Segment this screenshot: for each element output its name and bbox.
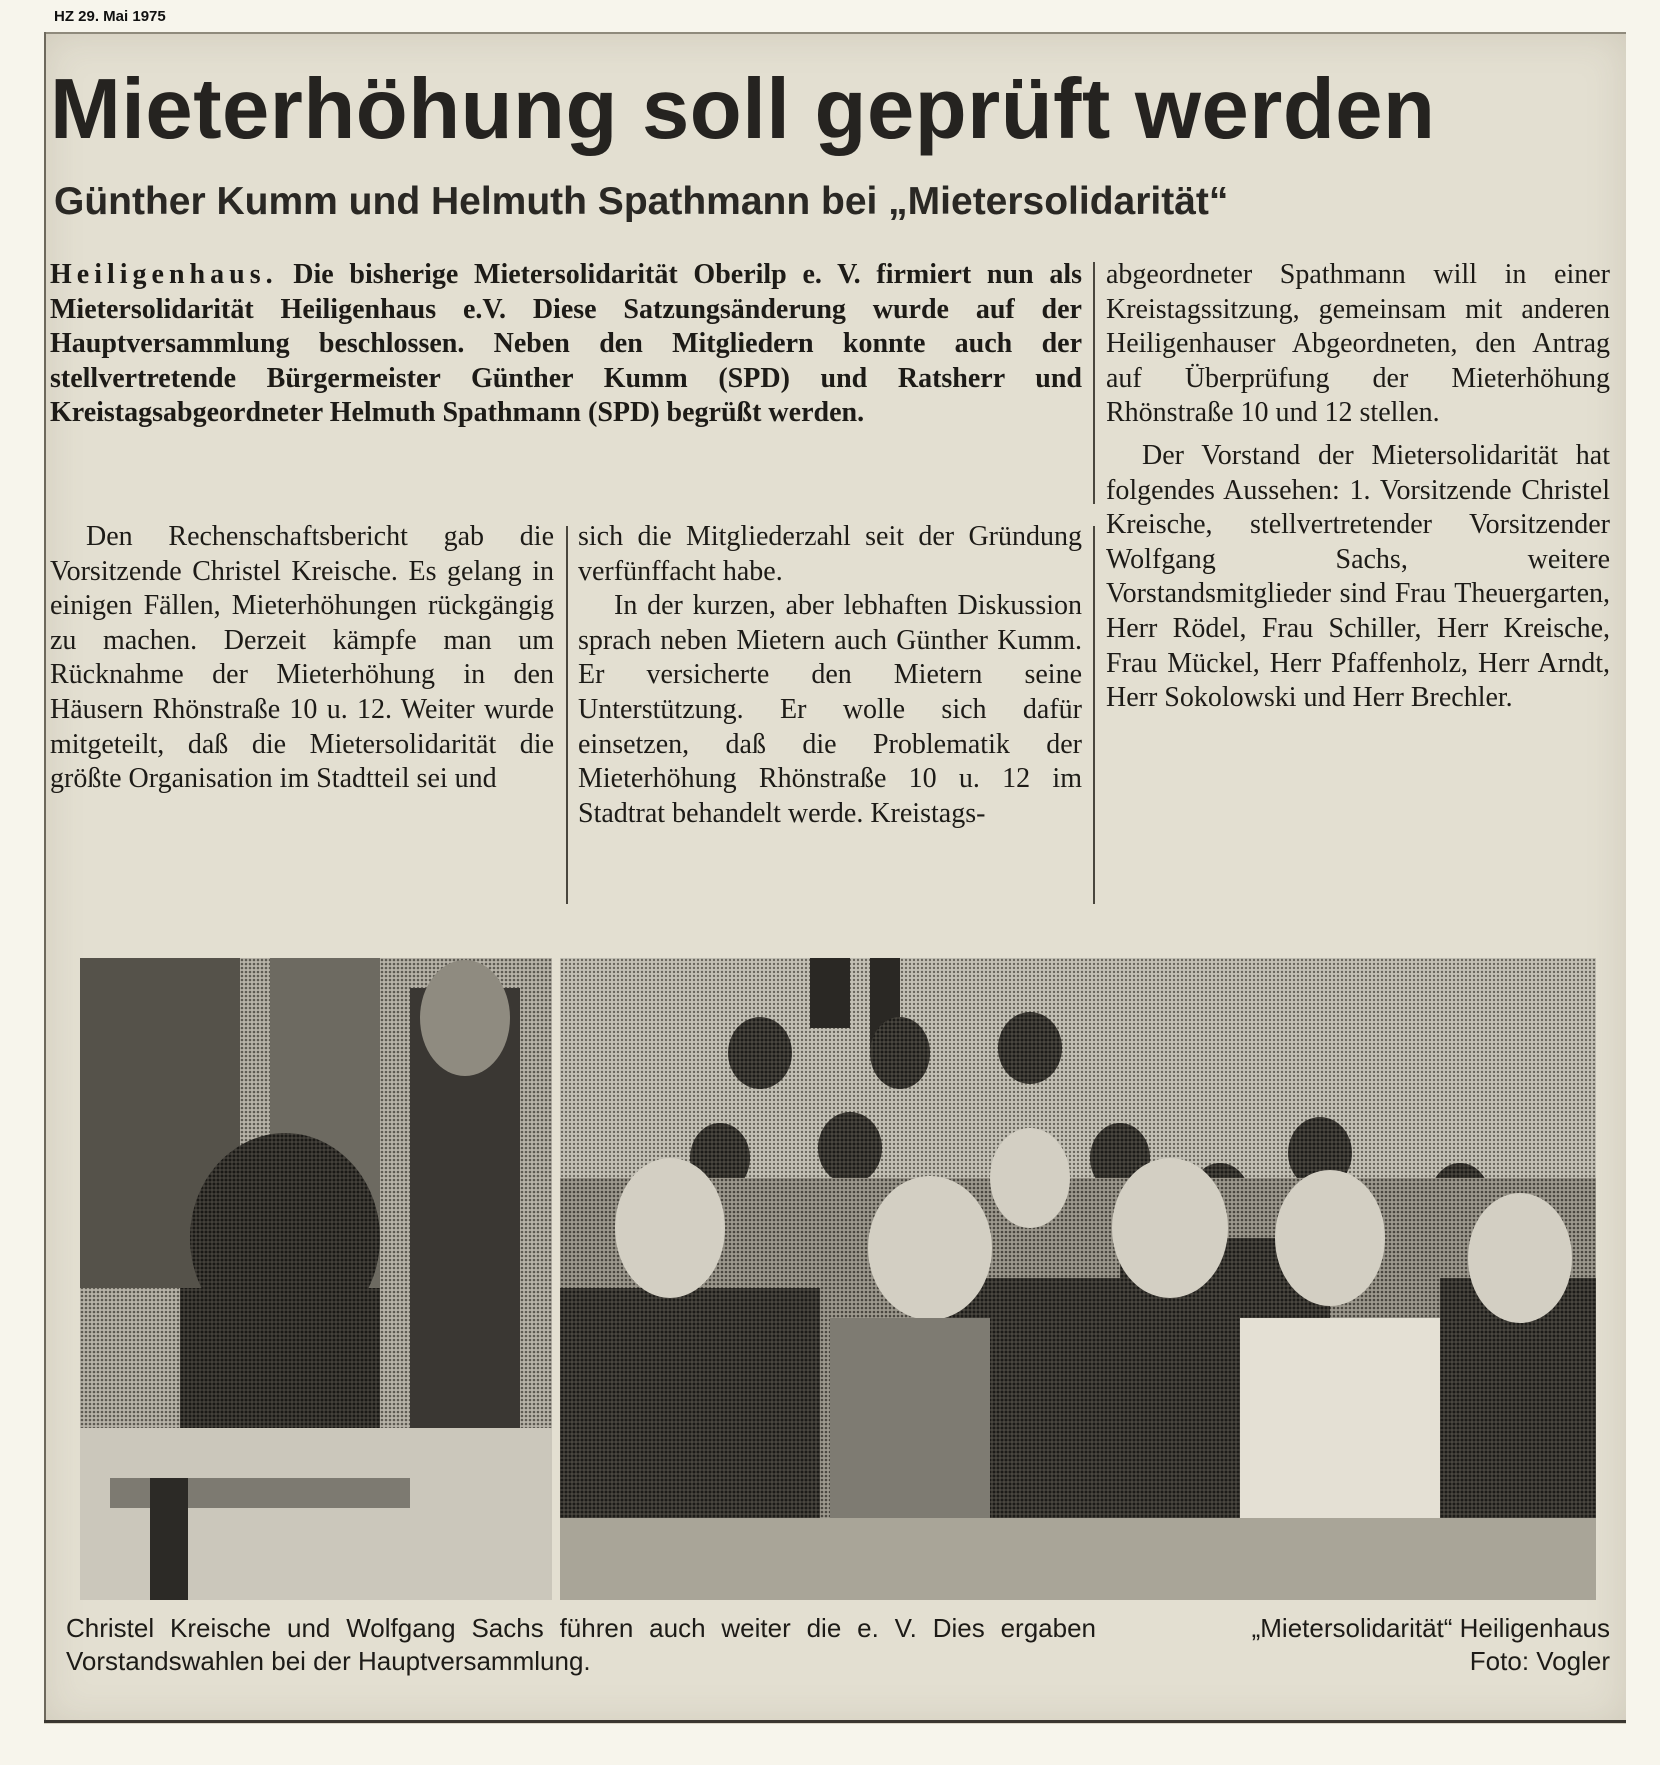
headline: Mieterhöhung soll geprüft werden: [50, 62, 1436, 157]
column-rule-2: [1093, 526, 1095, 904]
column-rule-lead: [1093, 262, 1095, 504]
subheadline: Günther Kumm und Helmuth Spathmann bei „Mietersolidarität“: [54, 180, 1229, 223]
article-column-2: [578, 520, 1082, 831]
paragraph: In der kurzen, aber lebhaften Diskussion sprach neben Mietern auch Günther Kumm. Er versicherte den Mietern seine Unterstützung. Er wolle sich dafür einsetzen, daß die Problematik der Mieterhöhung Rhönstraße 10 u. 12 im Stadtrat behandelt werde. Kreistags-: [578, 590, 1082, 829]
paragraph: Den Rechenschaftsbericht gab die Vorsitzende Christel Kreische. Es gelang in einigen Fällen, Mieterhöhungen rückgängig zu machen. Derzeit kämpfe man um Rücknahme der Mieterhöhung in den Häusern Rhönstraße 10 u. 12. Weiter wurde mitgeteilt, daß die Mietersolidarität die größte Organisation im Stadtteil sei und: [50, 521, 554, 795]
photo-credit-line: „Mietersolidarität“ Heiligenhaus: [1251, 1613, 1610, 1643]
photo-audience: [560, 958, 1596, 1600]
paragraph: Der Vorstand der Mietersolidarität hat folgendes Aussehen: 1. Vorsitzende Christel Kreische, stellvertretender Vorsitzender Wolfgang Sachs, weitere Vorstandsmitglieder sind Frau Theuergarten, Herr Rödel, Frau Schiller, Herr Kreische, Frau Mückel, Herr Pfaffenholz, Herr Arndt, Herr Sokolowski und Herr Brechler.: [1106, 439, 1610, 714]
clipping-edge-left: [44, 32, 46, 1722]
photo-credit-author: Foto: Vogler: [1469, 1646, 1610, 1676]
photo-caption: Christel Kreische und Wolfgang Sachs führen auch weiter die e. V. Dies ergaben Vorstandswahlen bei der Hauptversammlung.: [66, 1613, 1096, 1676]
paragraph: abgeordneter Spathmann will in einer Kreistagssitzung, gemeinsam mit anderen Heiligenhauser Abgeordneten, den Antrag auf Überprüfung der Mieterhöhung Rhönstraße 10 und 12 stellen.: [1106, 259, 1610, 429]
lead-paragraph: [50, 258, 1082, 431]
dateline: Heiligenhaus.: [50, 259, 278, 290]
column-rule-1: [566, 526, 568, 904]
photo-chair-table: [80, 958, 552, 1600]
clipping-edge-bottom: [44, 1720, 1626, 1723]
source-date-label: HZ 29. Mai 1975: [54, 8, 166, 25]
paragraph: sich die Mitgliederzahl seit der Gründung verfünffacht habe.: [578, 521, 1082, 587]
article-column-3: [1106, 258, 1610, 716]
lead-text: Die bisherige Mietersolidarität Oberilp e. V. firmiert nun als Mietersolidarität Heiligenhaus e.V. Diese Satzungsänderung wurde auf der Hauptversammlung beschlossen. Neben den Mitgliedern konnte auch der stellvertretende Bürgermeister Günther Kumm (SPD) und Ratsherr und Kreistagsabgeordneter Helmuth Spathmann (SPD) begrüßt werden.: [50, 259, 1082, 429]
photo-credit: [1110, 1612, 1610, 1678]
article-column-1: [50, 520, 554, 797]
